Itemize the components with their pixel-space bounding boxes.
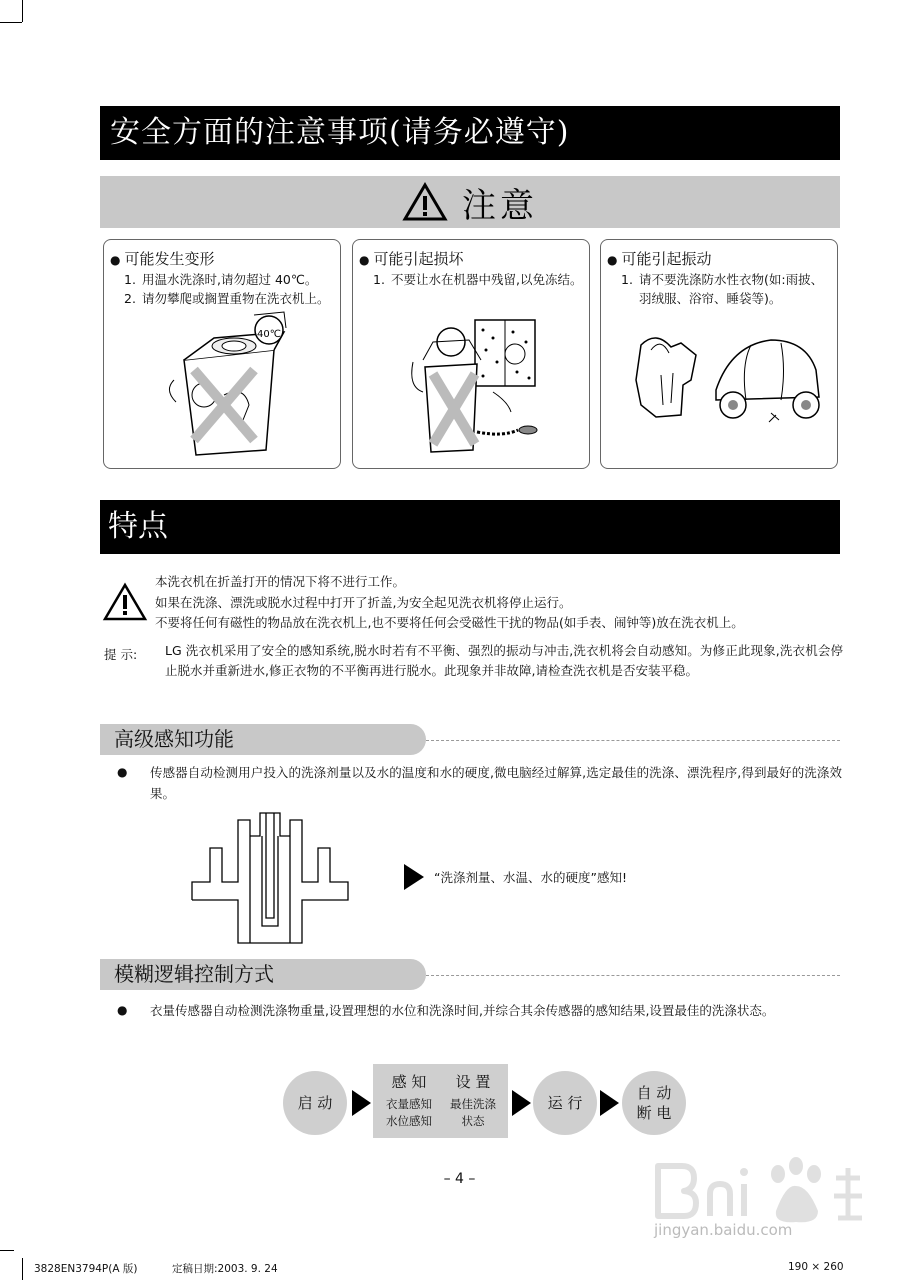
flow-run: 运 行 [533,1071,597,1135]
card-list [124,270,334,308]
card-list [621,270,831,308]
caution-card-deform [103,239,341,469]
warning-triangle-icon [102,582,148,622]
bullet-dot: ● [117,765,128,779]
caution-banner [100,176,840,228]
fuzzy-logic-title: 模糊逻辑控制方式 [100,959,426,990]
footer-code: 3828EN3794P(A 版) [34,1263,138,1275]
arrow-right-icon [404,864,424,890]
tip-text: LG 洗衣机采用了安全的感知系统,脱水时若有不平衡、强烈的振动与冲击,洗衣机将会自动感知。为修正此现象,洗衣机会停止脱水并重新进水,修正衣物的不平衡再进行脱水。此现象并非故障,请检查洗衣机是否安装平稳。 [165,643,843,678]
washer-climbing-illustration [154,310,304,460]
features-title: 特点 [100,500,840,554]
sensing-note-text: “洗涤剂量、水温、水的硬度”感知! [434,870,627,885]
card-heading: ● 可能发生变形 [110,248,215,269]
bullet-dot: ● [117,1003,128,1017]
waterproof-items-illustration [621,325,831,445]
crop-mark [0,1250,14,1251]
flow-set-line: 状态 [461,1114,485,1128]
list-item: 1. 用温水洗涤时,请勿超过 40℃。 [124,272,318,287]
flow-sense-line: 衣量感知 [386,1097,432,1111]
divider [426,975,840,976]
advanced-sensing-text: 传感器自动检测用户投入的洗涤剂量以及水的温度和水的硬度,微电脑经过解算,选定最佳的洗涤、漂洗程序,得到最好的洗涤效果。 [150,765,842,801]
card-heading: ● 可能引起振动 [607,248,712,269]
warning-line: 不要将任何有磁性的物品放在洗衣机上,也不要将任何会受磁性干扰的物品(如手表、闹钟等)放在洗衣机上。 [155,615,744,630]
footer-date: 定稿日期:2003. 9. 24 [172,1263,278,1275]
flow-arrow-icon [512,1090,531,1116]
baidu-watermark-logo [646,1136,876,1266]
flow-set-line: 最佳洗涤 [450,1097,496,1111]
page-title: 安全方面的注意事项(请务必遵守) [100,106,840,160]
caution-word: 注意 [462,185,538,226]
frozen-washer-illustration [393,312,553,462]
list-item: 1. 请不要洗涤防水性衣物(如:雨披、羽绒服、浴帘、睡袋等)。 [621,272,824,306]
temp-label: 40℃ [257,329,281,340]
flow-auto-off [622,1071,686,1135]
list-item: 2. 请勿攀爬或搁置重物在洗衣机上。 [124,291,330,306]
crop-mark [22,0,23,22]
sensor-diagram [190,808,350,948]
flow-auto-off-line: 自 动 [636,1084,672,1102]
feature-warnings [155,572,845,634]
advanced-sensing-title: 高级感知功能 [100,724,426,755]
fuzzy-logic-text: 衣量传感器自动检测洗涤物重量,设置理想的水位和洗涤时间,并综合其余传感器的感知结果,设置最佳的洗涤状态。 [150,1003,775,1018]
flow-sense-head: 感 知 [391,1073,427,1091]
warning-line: 如果在洗涤、漂洗或脱水过程中打开了折盖,为安全起见洗衣机将停止运行。 [155,594,572,610]
crop-mark [0,22,22,23]
list-item: 1. 不要让水在机器中残留,以免冻结。 [373,272,583,287]
caution-card-damage [352,239,590,469]
card-list [373,270,583,289]
footer-size: 190 × 260 [788,1261,844,1273]
card-heading: ● 可能引起损坏 [359,248,464,269]
tip-label: 提 示: [104,647,138,662]
warning-line: 本洗衣机在折盖打开的情况下将不进行工作。 [155,574,406,589]
flow-arrow-icon [600,1090,619,1116]
flow-arrow-icon [352,1090,371,1116]
caution-card-vibration [600,239,838,469]
warning-triangle-icon [402,182,448,222]
divider [426,740,840,741]
flow-auto-off-line: 断 电 [636,1104,672,1122]
watermark-url: jingyan.baidu.com [654,1221,793,1239]
page-number: – 4 – [443,1171,476,1187]
flow-set-head: 设 置 [455,1073,491,1091]
flow-sense-line: 水位感知 [386,1114,432,1128]
flow-start: 启 动 [283,1071,347,1135]
sensing-note [404,864,627,890]
crop-mark [22,1258,23,1280]
flow-sense-set [373,1064,508,1138]
